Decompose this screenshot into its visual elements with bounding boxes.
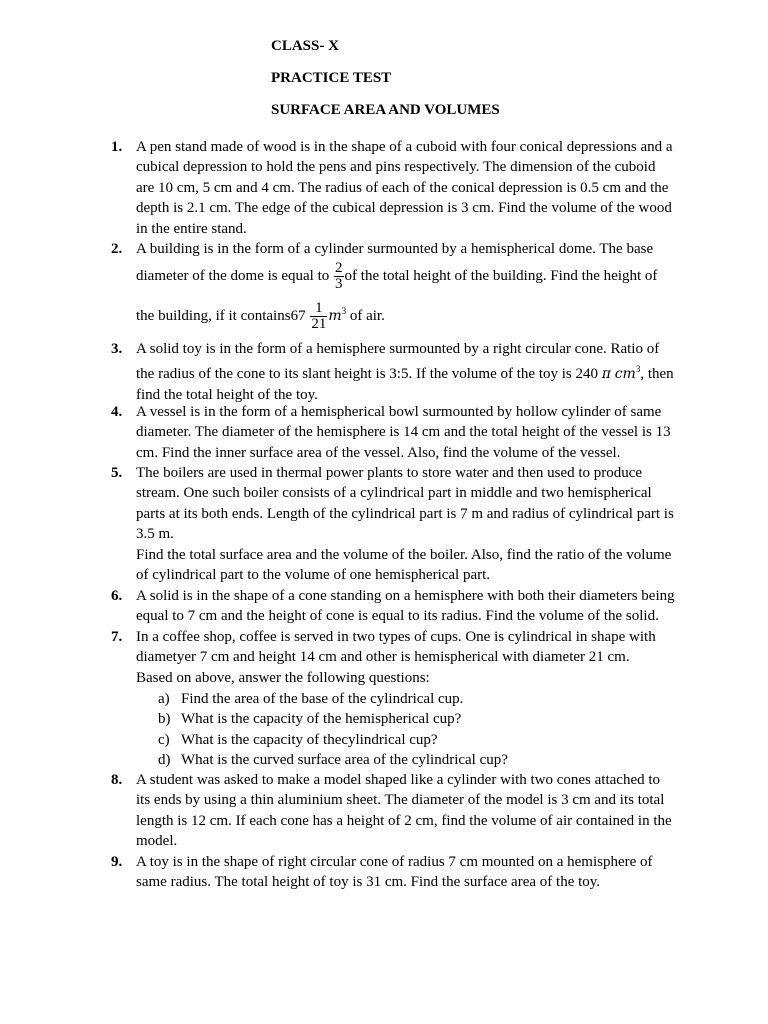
question-line: are 10 cm, 5 cm and 4 cm. The radius of each of the conical depression is 0.5 cm and the	[136, 179, 669, 196]
topic-heading: SURFACE AREA AND VOLUMES	[271, 102, 500, 118]
question-6	[136, 586, 684, 627]
question-line: equal to 7 cm and the height of cone is equal to its radius. Find the volume of the solid.	[136, 608, 659, 625]
question-8	[136, 770, 684, 852]
sub-question-text: What is the capacity of thecylindrical cup?	[181, 732, 438, 748]
question-line	[136, 359, 684, 384]
sub-question-d	[158, 750, 508, 770]
question-text: the radius of the cone to its slant height is 3:5. If the volume of the toy is	[136, 366, 572, 383]
question-7	[136, 627, 684, 688]
question-line: In a coffee shop, coffee is served in two types of cups. One is cylindrical in shape with	[136, 629, 656, 645]
question-number: 5.	[111, 465, 123, 481]
unit-exponent: 3	[341, 306, 347, 316]
question-text: of air.	[349, 308, 385, 324]
question-line: model.	[136, 833, 178, 850]
question-line: its ends by using a thin aluminium sheet. The diameter of the model is 3 cm and its total	[136, 792, 665, 809]
pi-symbol: π	[601, 366, 611, 383]
fraction	[310, 301, 327, 332]
question-line: stream. One such boiler consists of a cylindrical part in middle and two hemispherical	[136, 485, 652, 502]
question-line: The boilers are used in thermal power plants to store water and then used to produce	[136, 465, 643, 481]
question-line: A pen stand made of wood is in the shape of a cuboid with four conical depressions and a	[136, 139, 673, 155]
question-text: , then	[640, 366, 674, 383]
sub-question-a	[158, 689, 463, 709]
question-number: 2.	[111, 241, 123, 257]
question-line: A building is in the form of a cylinder surmounted by a hemispherical dome. The base	[136, 241, 654, 257]
fraction	[334, 261, 344, 292]
volume-value: 240	[575, 366, 599, 383]
test-heading: PRACTICE TEST	[271, 70, 392, 86]
sub-question-text: Find the area of the base of the cylindrical cup.	[181, 691, 464, 707]
question-line: A vessel is in the form of a hemispherical bowl surmounted by hollow cylinder of same	[136, 404, 662, 420]
unit: cm	[614, 366, 636, 383]
fraction-denominator: 3	[335, 276, 343, 292]
question-line: Find the total surface area and the volume of the boiler. Also, find the ratio of the volume	[136, 546, 672, 563]
question-line: A solid toy is in the form of a hemisphere surmounted by a right circular cone. Ratio of	[136, 341, 660, 357]
question-line: same radius. The total height of toy is 31 cm. Find the surface area of the toy.	[136, 874, 601, 891]
question-line: diametyer 7 cm and height 14 cm and other is hemispherical with diameter 21 cm.	[136, 649, 630, 666]
question-line: length is 12 cm. If each cone has a height of 2 cm, find the volume of air contained in the	[136, 812, 672, 829]
sub-question-text: What is the capacity of the hemispherical cup?	[181, 711, 462, 727]
question-number: 7.	[111, 629, 123, 645]
question-line: cubical depression to hold the pens and pins respectively. The dimension of the cuboid	[136, 159, 656, 176]
fraction-numerator: 1	[310, 301, 327, 317]
question-5	[136, 463, 684, 585]
sub-question-letter: d)	[158, 752, 171, 768]
question-1	[136, 137, 684, 239]
question-number: 1.	[111, 139, 123, 155]
question-2	[136, 239, 684, 333]
question-line: in the entire stand.	[136, 220, 247, 237]
sub-question-c	[158, 730, 438, 750]
question-9	[136, 852, 684, 893]
question-number: 3.	[111, 341, 123, 357]
mixed-number-whole: 67	[290, 308, 306, 324]
question-line	[136, 301, 385, 332]
question-text: of the total height of the building. Find the height of	[344, 267, 658, 284]
unit: m	[328, 308, 342, 324]
question-line: parts at its both ends. Length of the cylindrical part is 7 m and radius of cylindrical part is	[136, 505, 674, 522]
question-3	[136, 339, 684, 405]
question-4	[136, 402, 684, 463]
question-line: Based on above, answer the following questions:	[136, 669, 430, 686]
question-line: A toy is in the shape of right circular cone of radius 7 cm mounted on a hemisphere of	[136, 854, 653, 870]
document-header	[271, 37, 500, 133]
question-line: of cylindrical part to the volume of one hemispherical part.	[136, 567, 491, 584]
sub-question-letter: b)	[158, 711, 171, 727]
question-number: 6.	[111, 588, 123, 604]
question-line: 3.5 m.	[136, 526, 174, 543]
question-line	[136, 261, 657, 292]
sub-question-letter: c)	[158, 732, 170, 748]
sub-question-b	[158, 709, 461, 729]
question-number: 4.	[111, 404, 123, 420]
unit-exponent: 3	[635, 364, 641, 375]
question-line: cm. Find the inner surface area of the vessel. Also, find the volume of the vessel.	[136, 444, 621, 461]
question-line: A solid is in the shape of a cone standing on a hemisphere with both their diameters being	[136, 588, 675, 604]
class-heading: CLASS- X	[271, 38, 339, 54]
question-text: diameter of the dome is equal to	[136, 267, 330, 284]
question-line: diameter. The diameter of the hemisphere is 14 cm and the total height of the vessel is 13	[136, 424, 671, 441]
fraction-denominator: 21	[311, 316, 327, 333]
fraction-numerator: 2	[335, 260, 343, 276]
sub-question-text: What is the curved surface area of the cylindrical cup?	[181, 752, 508, 768]
question-text: the building, if it contains	[136, 308, 291, 324]
question-number: 9.	[111, 854, 123, 870]
question-line: find the total height of the toy.	[136, 386, 318, 403]
question-line: depth is 2.1 cm. The edge of the cubical depression is 3 cm. Find the volume of the wood	[136, 200, 672, 217]
question-number: 8.	[111, 772, 123, 788]
question-line: A student was asked to make a model shaped like a cylinder with two cones attached to	[136, 772, 661, 788]
sub-question-letter: a)	[158, 691, 170, 707]
